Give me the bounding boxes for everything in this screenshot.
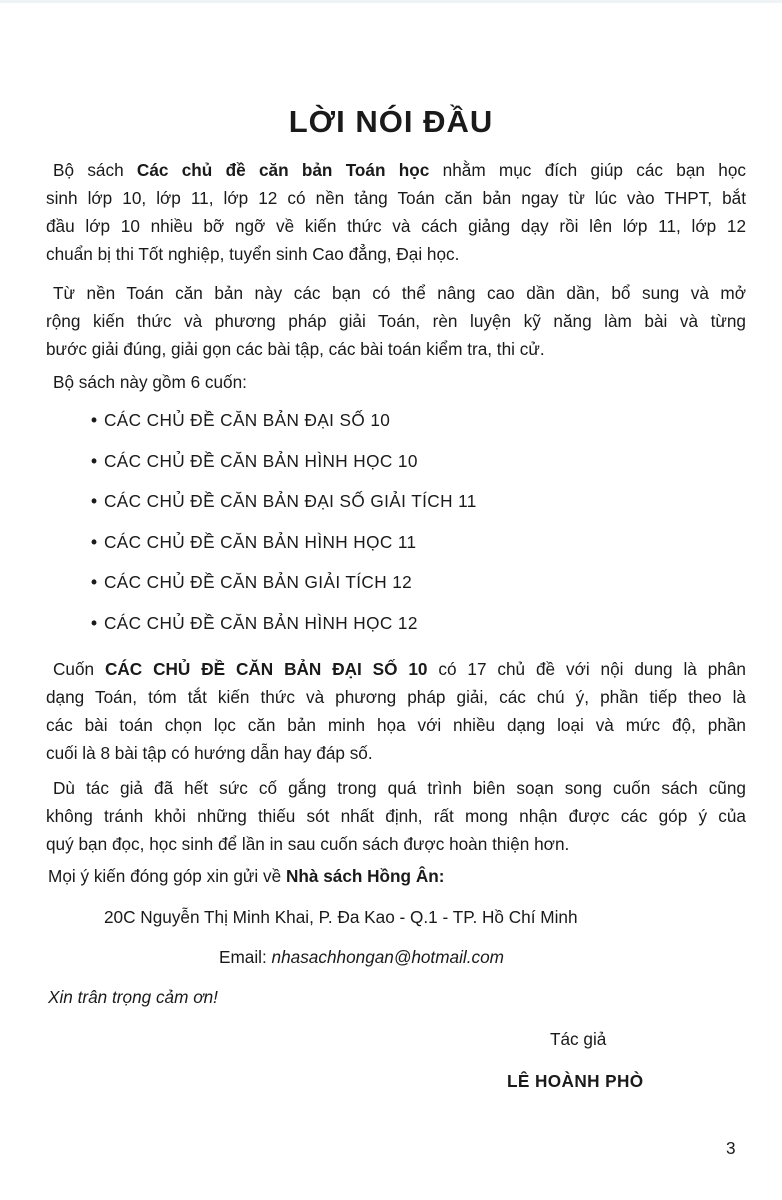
- email-line: [219, 943, 504, 971]
- book-item: [91, 609, 477, 650]
- book-title: CÁC CHỦ ĐỀ CĂN BẢN HÌNH HỌC 10: [104, 450, 418, 471]
- paragraph-series-purpose: [46, 156, 746, 268]
- closing-thanks: Xin trân trọng cảm ơn!: [48, 987, 218, 1007]
- text-fragment: nhằm mục đích giúp các bạn học: [429, 160, 746, 180]
- bullet-icon: •: [91, 450, 98, 471]
- book-title: CÁC CHỦ ĐỀ CĂN BẢN ĐẠI SỐ 10: [104, 410, 391, 430]
- bullet-icon: •: [91, 491, 98, 512]
- book-item: [91, 406, 477, 447]
- publisher-address: 20C Nguyễn Thị Minh Khai, P. Đa Kao - Q.1 - TP. Hồ Chí Minh: [104, 907, 578, 927]
- contact-intro: [48, 862, 444, 890]
- scan-edge: [0, 0, 782, 3]
- email-label: Email:: [219, 947, 272, 967]
- text-fragment: Mọi ý kiến đóng góp xin gửi về: [48, 866, 286, 886]
- page-title: LỜI NÓI ĐẦU: [288, 104, 494, 139]
- email-address: nhasachhongan@hotmail.com: [271, 947, 504, 967]
- bullet-icon: •: [91, 612, 98, 633]
- paragraph-line: cuối là 8 bài tập có hướng dẫn hay đáp số.: [46, 743, 373, 763]
- page-number: 3: [726, 1138, 736, 1158]
- book-list: [91, 406, 477, 650]
- book-title-bold: CÁC CHỦ ĐỀ CĂN BẢN ĐẠI SỐ 10: [104, 659, 428, 679]
- paragraph-line: sinh lớp 10, lớp 11, lớp 12 có nền tảng Toán căn bản ngay từ lúc vào THPT, bắt: [46, 188, 746, 208]
- paragraph-book-description: [46, 655, 746, 767]
- paragraph-line: [46, 655, 746, 683]
- book-title: CÁC CHỦ ĐỀ CĂN BẢN GIẢI TÍCH 12: [104, 572, 413, 593]
- paragraph-line: chuẩn bị thi Tốt nghiệp, tuyển sinh Cao đẳng, Đại học.: [46, 244, 460, 264]
- paragraph-line: bước giải đúng, giải gọn các bài tập, các bài toán kiểm tra, thi cử.: [46, 339, 545, 359]
- book-title: CÁC CHỦ ĐỀ CĂN BẢN HÌNH HỌC 12: [104, 612, 418, 633]
- book-item: [91, 487, 477, 528]
- book-item: [91, 528, 477, 569]
- series-title-bold: Các chủ đề căn bản Toán học: [136, 160, 430, 180]
- book-title: CÁC CHỦ ĐỀ CĂN BẢN ĐẠI SỐ GIẢI TÍCH 11: [104, 491, 477, 512]
- paragraph-line: Từ nền Toán căn bản này các bạn có thể nâng cao dần dần, bổ sung và mở: [53, 283, 746, 303]
- paragraph-line: quý bạn đọc, học sinh để lần in sau cuốn sách được hoàn thiện hơn.: [46, 834, 570, 854]
- paragraph-foundation: [46, 279, 746, 363]
- author-name: LÊ HOÀNH PHÒ: [507, 1071, 644, 1091]
- book-item: [91, 447, 477, 488]
- paragraph-line: [46, 156, 746, 184]
- paragraph-line: các bài toán chọn lọc căn bản minh họa với nhiều dạng loại và mức độ, phần: [46, 715, 746, 735]
- paragraph-line: dạng Toán, tóm tắt kiến thức và phương pháp giải, các chú ý, phần tiếp theo là: [46, 687, 746, 707]
- series-intro: Bộ sách này gồm 6 cuốn:: [53, 372, 247, 392]
- text-fragment: Cuốn: [53, 659, 105, 679]
- signature-role: Tác giả: [550, 1029, 607, 1049]
- book-item: [91, 568, 477, 609]
- text-fragment: có 17 chủ đề với nội dung là phân: [427, 659, 746, 679]
- book-title: CÁC CHỦ ĐỀ CĂN BẢN HÌNH HỌC 11: [104, 531, 417, 552]
- publisher-name: Nhà sách Hồng Ân:: [285, 866, 445, 886]
- bullet-icon: •: [91, 410, 98, 430]
- paragraph-line: đầu lớp 10 nhiều bỡ ngỡ về kiến thức và cách giảng dạy rồi lên lớp 11, lớp 12: [46, 216, 746, 236]
- text-fragment: Bộ sách: [53, 160, 137, 180]
- paragraph-line: không tránh khỏi những thiếu sót nhất định, rất mong nhận được các góp ý của: [46, 806, 746, 826]
- paragraph-line: rộng kiến thức và phương pháp giải Toán, rèn luyện kỹ năng làm bài và từng: [46, 311, 746, 331]
- paragraph-line: Dù tác giả đã hết sức cố gắng trong quá trình biên soạn song cuốn sách cũng: [53, 778, 746, 798]
- bullet-icon: •: [91, 531, 98, 552]
- bullet-icon: •: [91, 572, 98, 593]
- paragraph-apology: [46, 774, 746, 858]
